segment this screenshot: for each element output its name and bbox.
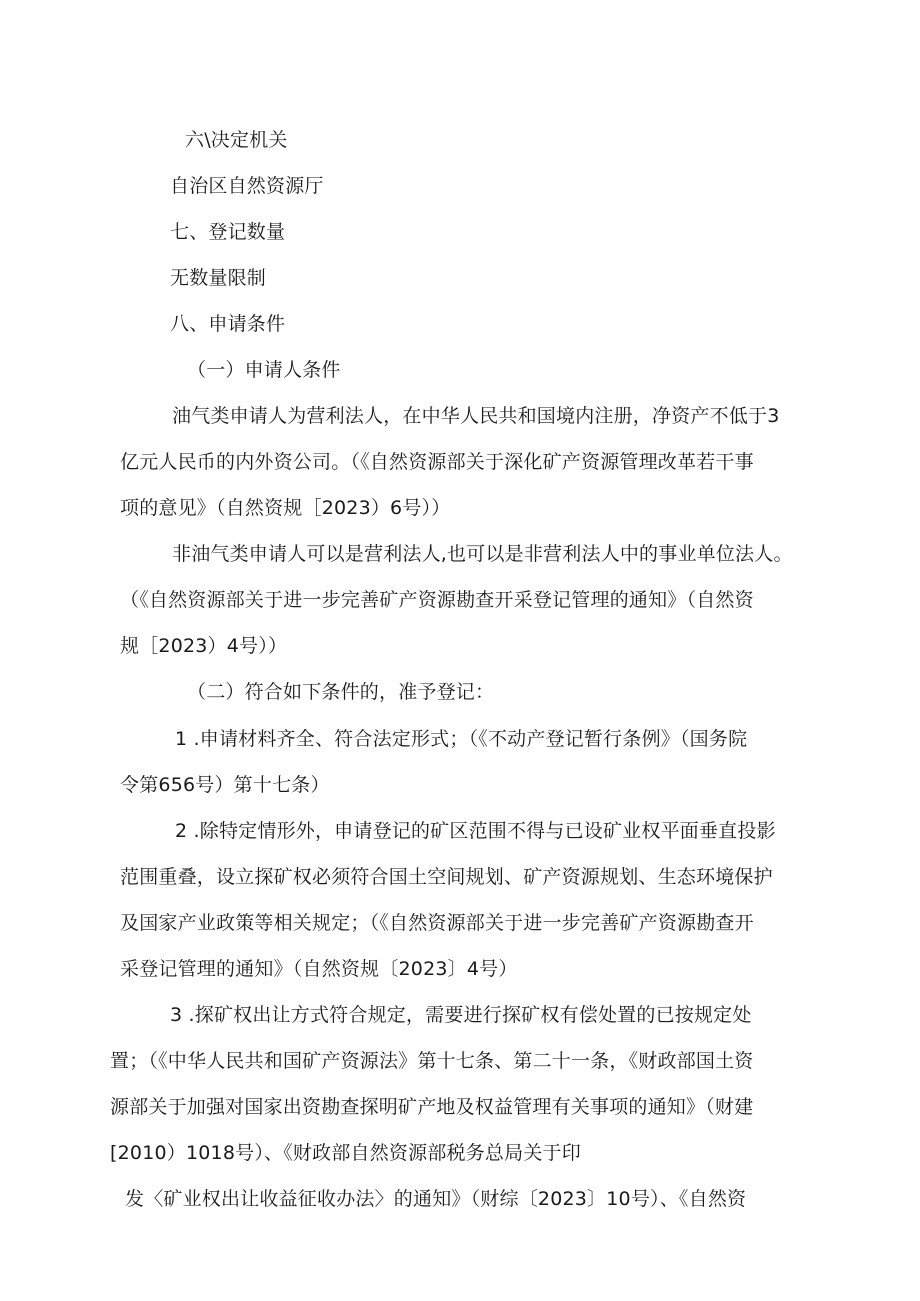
list-item-line: 源部关于加强对国家出资勘查探明矿产地及权益管理有关事项的通知》（财建 [110,1096,754,1118]
list-item-line: 及国家产业政策等相关规定；（《自然资源部关于进一步完善矿产资源勘查开 [120,912,754,934]
list-item-line: 3 .探矿权出让方式符合规定，需要进行探矿权有偿处置的已按规定处 [170,1004,752,1026]
paragraph-line: （《自然资源部关于进一步完善矿产资源勘查开采登记管理的通知》（自然资 [120,589,754,611]
section-heading-decision-authority: 六\决定机关 [185,129,288,151]
list-item-line: 置；（《中华人民共和国矿产资源法》第十七条、第二十一条，《财政部国土资 [110,1050,754,1072]
section-heading-registration-quantity: 七、登记数量 [170,221,286,243]
paragraph-line: 非油气类申请人可以是营利法人,也可以是非营利法人中的事业单位法人。 [172,543,793,565]
paragraph-line: 油气类申请人为营利法人，在中华人民共和国境内注册，净资产不低于3 [172,405,780,427]
paragraph-line: 亿元人民币的内外资公司。（《自然资源部关于深化矿产资源管理改革若干事 [120,451,754,473]
list-item-line: 令第656号）第十七条） [120,774,330,796]
list-item-line: 1 .申请材料齐全、符合法定形式；（《不动产登记暂行条例》（国务院 [175,728,748,750]
list-item-line: 2 .除特定情形外，申请登记的矿区范围不得与已设矿业权平面垂直投影 [175,820,776,842]
paragraph-line: 规［2023）4号）） [120,635,288,657]
paragraph-line: 无数量限制 [170,267,267,289]
list-item-line: 范围重叠，设立探矿权必须符合国土空间规划、矿产资源规划、生态环境保护 [120,866,773,888]
paragraph-line: 项的意见》（自然资规［2023）6号）） [120,497,451,519]
list-item-line: 发〈矿业权出让收益征收办法〉的通知》（财综〔2023〕10号）、《自然资 [125,1188,747,1210]
subsection-heading-registration-conditions: （二）符合如下条件的，准予登记： [187,681,495,703]
section-heading-application-conditions: 八、申请条件 [170,313,286,335]
list-item-line: 采登记管理的通知》（自然资规〔2023〕4号） [120,958,518,980]
subsection-heading-applicant-conditions: （一）申请人条件 [187,359,341,381]
paragraph-line: 自治区自然资源厅 [170,175,324,197]
list-item-line: [2010）1018号）、《财政部自然资源部税务总局关于印 [110,1142,581,1164]
